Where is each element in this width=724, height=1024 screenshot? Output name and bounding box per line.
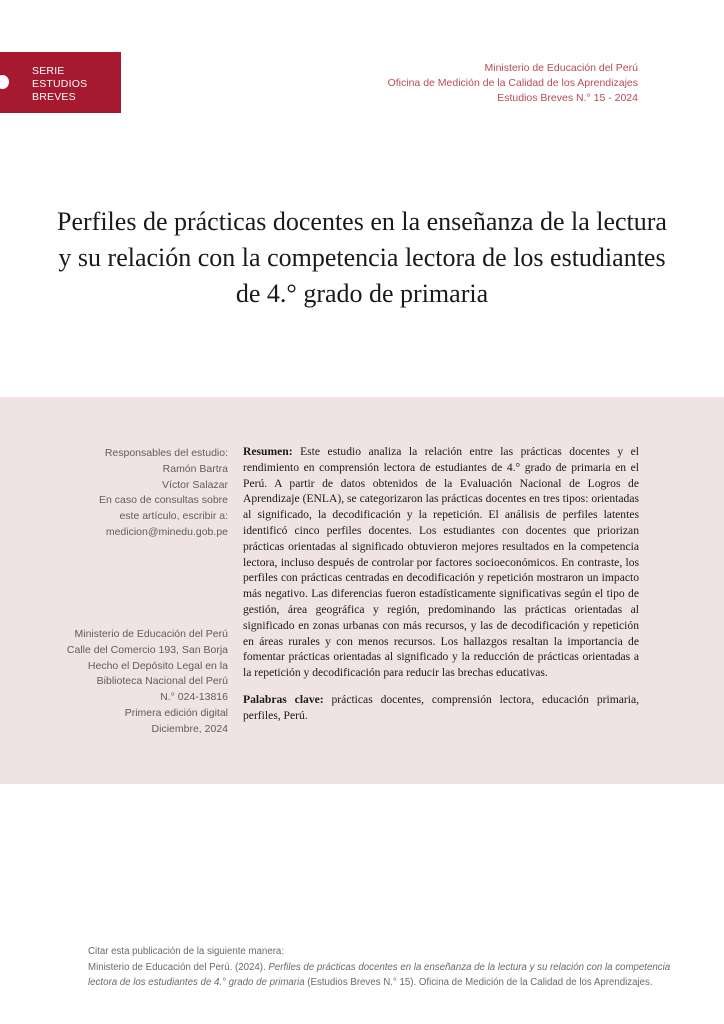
citation-title-part2: lectora de los estudiantes de 4.° grado de primaria (88, 977, 305, 989)
header-info (388, 61, 638, 106)
citation-rest: (Estudios Breves N.° 15). Oficina de Medición de la Calidad de los Aprendizajes. (304, 977, 653, 989)
publisher-address: Calle del Comercio 193, San Borja (66, 643, 228, 656)
responsible-label: Responsables del estudio: (104, 447, 228, 459)
header-office: Oficina de Medición de la Calidad de los Aprendizajes (387, 77, 638, 89)
abstract-paragraph (243, 444, 639, 681)
citation-line-2 (88, 975, 653, 991)
title-line-2: y su relación con la competencia lectora de los estudiantes (58, 243, 666, 272)
citation-author-year: Ministerio de Educación del Perú. (2024). (88, 961, 269, 973)
credits-block (60, 446, 228, 541)
badge-dot (0, 75, 9, 89)
contact-email[interactable]: medicion@minedu.gob.pe (105, 525, 228, 538)
keywords-paragraph (243, 692, 639, 724)
citation-block (88, 944, 671, 991)
title-line-3: de 4.° grado de primaria (235, 279, 489, 308)
series-badge (0, 52, 121, 113)
edition-date: Diciembre, 2024 (151, 722, 228, 735)
legal-deposit-text: Hecho el Depósito Legal en la (87, 659, 228, 672)
edition-text: Primera edición digital (124, 706, 228, 719)
keywords-text: prácticas docentes, comprensión lectora, educación primaria, perfiles, Perú. (243, 692, 639, 722)
series-line-1: SERIE (32, 65, 65, 77)
contact-text: este artículo, escribir a: (119, 510, 228, 523)
citation-title-part1: Perfiles de prácticas docentes en la enseñanza de la lectura y su relación con la competencia (268, 961, 671, 973)
document-title (30, 204, 694, 312)
publication-info-block (60, 627, 228, 738)
legal-deposit-number: N.° 024-13816 (160, 691, 228, 704)
author-name: Víctor Salazar (162, 478, 228, 491)
abstract (243, 444, 639, 724)
header-issue: Estudios Breves N.° 15 - 2024 (497, 92, 638, 104)
contact-text: En caso de consultas sobre (99, 494, 228, 507)
header-ministry: Ministerio de Educación del Perú (484, 62, 638, 74)
abstract-label: Resumen: (243, 445, 293, 458)
legal-deposit-text: Biblioteca Nacional del Perú (96, 675, 228, 688)
publisher-name: Ministerio de Educación del Perú (74, 628, 228, 640)
series-line-2: ESTUDIOS (32, 78, 88, 90)
keywords-label: Palabras clave: (243, 692, 324, 706)
series-line-3: BREVES (32, 91, 76, 103)
abstract-text: Este estudio analiza la relación entre las prácticas docentes y el rendimiento en comprensión lectora de estudiantes de 4.° grado de primaria en el Perú. A partir de datos obtenidos de la Evaluación Nacional de Logros de Aprendizaje (ENLA), se categorizaron las prácticas docentes en tres tipos: orientadas al significado, la decodificación y la repetición. El análisis de perfiles latentes identificó cinco perfiles docentes. Los estudiantes con docentes que priorizan prácticas orientadas al significado obtuvieron mejores resultados en la competencia lectora, incluso después de controlar por factores socioeconómicos. En contraste, los perfiles con prácticas centradas en decodificación y repetición mostraron un impacto más negativo. Las diferencias fueron estadísticamente significativas según el tipo de gestión, área geográfica y región, predominando las prácticas orientadas al significado en zonas urbanas con más recursos, y las de decodificación y repetición en áreas rurales y con menos recursos. Los hallazgos resaltan la importancia de fomentar prácticas orientadas al significado y la reducción de prácticas orientadas a la repetición y decodificación para reducir las brechas educativas. (243, 445, 639, 680)
citation-line-1 (88, 960, 671, 976)
citation-intro: Citar esta publicación de la siguiente manera: (88, 946, 285, 957)
series-label (32, 65, 87, 104)
title-line-1: Perfiles de prácticas docentes en la enseñanza de la lectura (57, 207, 667, 236)
author-name: Ramón Bartra (162, 462, 228, 475)
